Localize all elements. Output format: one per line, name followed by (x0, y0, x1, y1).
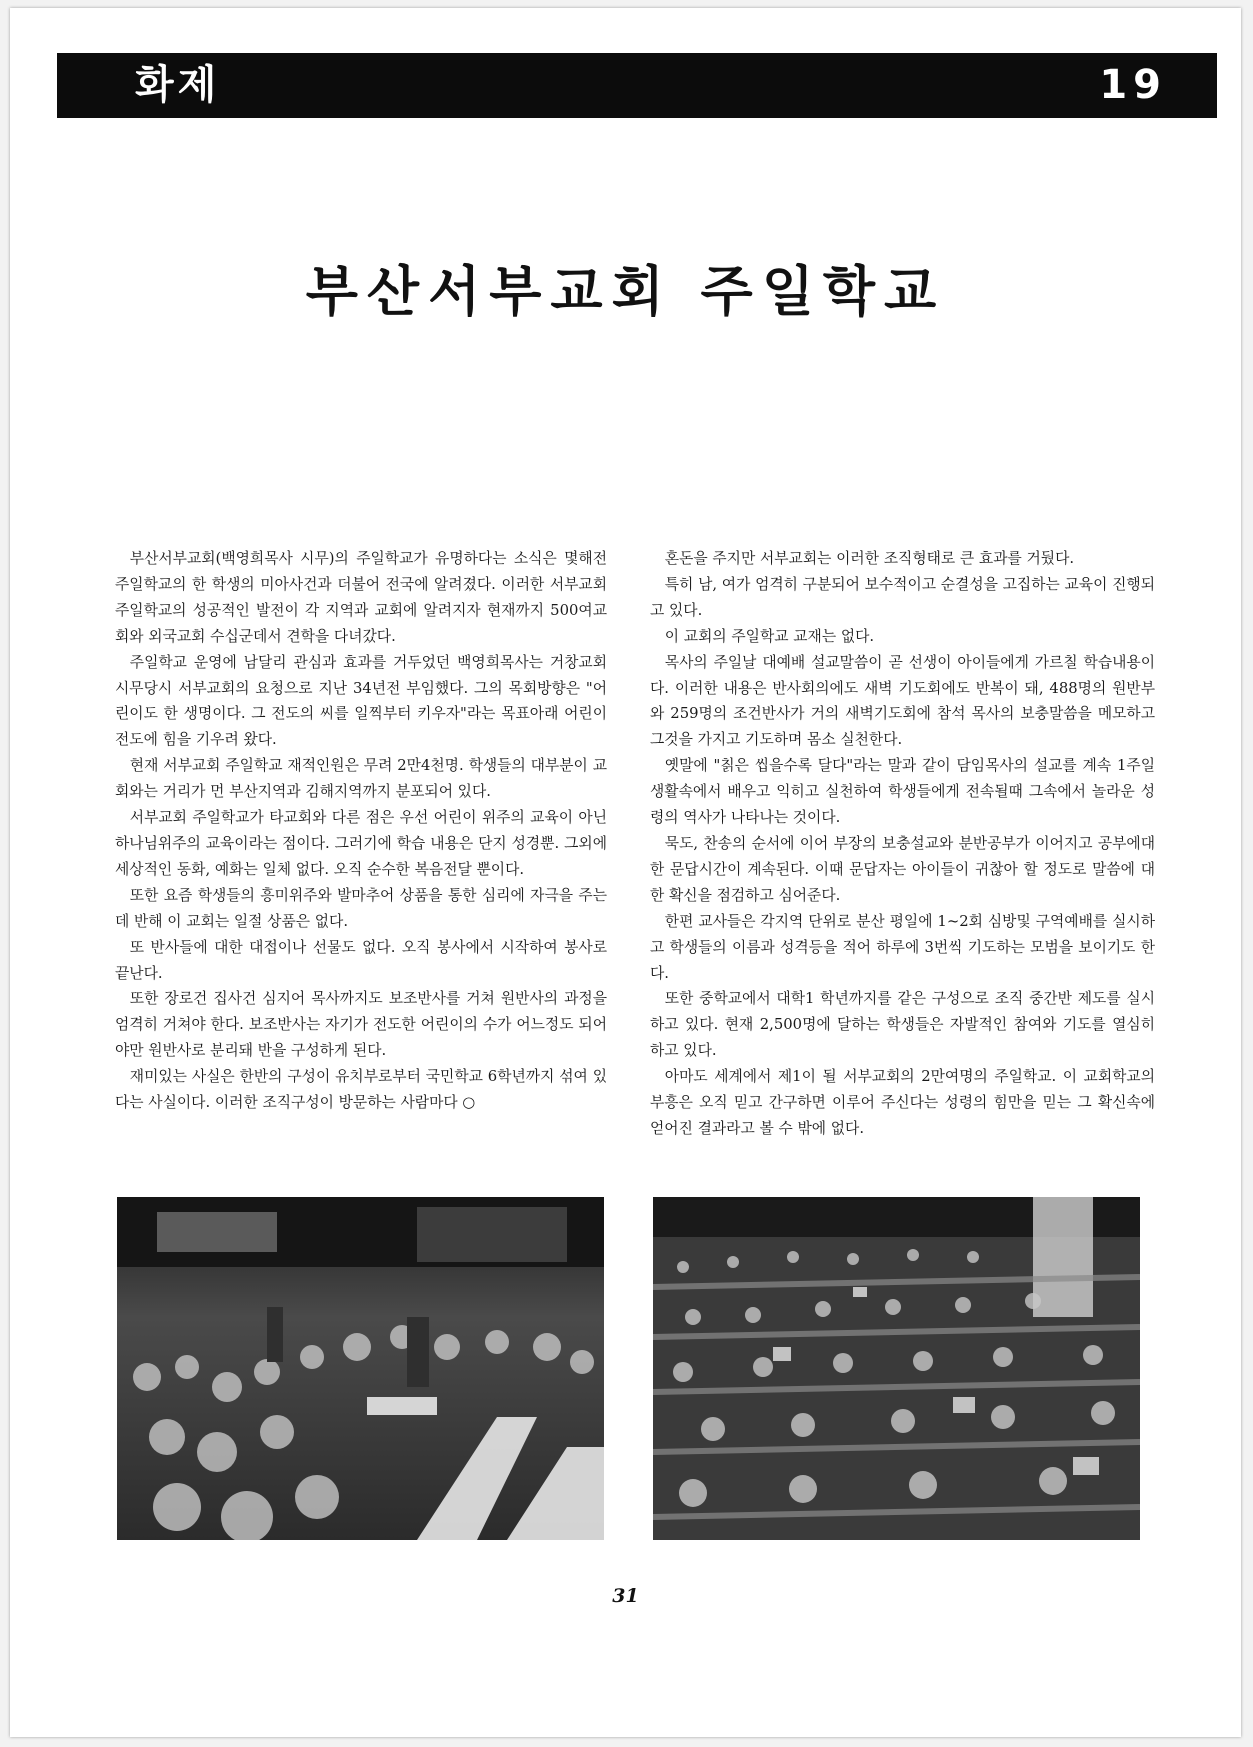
paragraph: 서부교회 주일학교가 타교회와 다른 점은 우선 어린이 위주의 교육이 아닌 하나님위주의 교육이라는 점이다. 그러기에 학습 내용은 단지 성경뿐. 그외에 세상적인 동화, 예화는 일체 없다. 오직 순수한 복음전달 뿐이다. (115, 809, 607, 878)
paragraph: 또한 중학교에서 대학1 학년까지를 같은 구성으로 조직 중간반 제도를 실시하고 있다. 현재 2,500명에 달하는 학생들은 자발적인 참여와 기도를 열심히 하고 있다. (650, 990, 1155, 1060)
paragraph: 목사의 주일날 대예배 설교말씀이 곧 선생이 아이들에게 가르칠 학습내용이다. 이러한 내용은 반사회의에도 새벽 기도회에도 반복이 돼, 488명의 원반부와 259명의 조건반사가 거의 새벽기도회에 참석 목사의 보충말씀을 메모하고 그것을 가지고 기도하며 몸소 실천한다. (650, 653, 1155, 749)
paragraph: 특히 남, 여가 엄격히 구분되어 보수적이고 순결성을 고집하는 교육이 진행되고 있다. (650, 575, 1155, 619)
paragraph: 또한 장로건 집사건 심지어 목사까지도 보조반사를 거쳐 원반사의 과정을 엄격히 거쳐야 한다. 보조반사는 자기가 전도한 어린이의 수가 어느정도 되어야만 원반사로 분리돼 반을 구성하게 된다. (115, 990, 607, 1060)
photo-placeholder (653, 1197, 1140, 1540)
paragraph: 또 반사들에 대한 대접이나 선물도 없다. 오직 봉사에서 시작하여 봉사로 끝난다. (115, 938, 607, 982)
paragraph: 재미있는 사실은 한반의 구성이 유치부로부터 국민학교 6학년까지 섞여 있다는 사실이다. 이러한 조직구성이 방문하는 사람마다 ○ (115, 1068, 607, 1112)
magazine-page (10, 8, 1241, 1737)
header-page-number: 19 (1099, 62, 1167, 108)
article-headline: 부산서부교회 주일학교 (305, 259, 946, 324)
paragraph: 묵도, 찬송의 순서에 이어 부장의 보충설교와 분반공부가 이어지고 공부에대한 문답시간이 계속된다. 이때 문답자는 아이들이 귀찮아 할 정도로 말씀에 대한 확신을 점검하고 심어준다. (650, 834, 1155, 904)
photo-placeholder (117, 1197, 604, 1540)
article-right-column (650, 546, 1155, 1142)
photo-sunday-school-children (117, 1197, 604, 1540)
paragraph: 부산서부교회(백영희목사 시무)의 주일학교가 유명하다는 소식은 몇해전 주일학교의 한 학생의 미아사건과 더불어 전국에 알려졌다. 이러한 서부교회 주일학교의 성공적인 발전이 각 지역과 교회에 알려지자 현재까지 500여교회와 외국교회 수십군데서 견학을 다녀갔다. (115, 550, 607, 645)
paragraph: 혼돈을 주지만 서부교회는 이러한 조직형태로 큰 효과를 거뒀다. (664, 550, 1075, 567)
paragraph: 현재 서부교회 주일학교 재적인원은 무려 2만4천명. 학생들의 대부분이 교회와는 거리가 먼 부산지역과 김해지역까지 분포되어 있다. (115, 757, 607, 801)
paragraph: 옛말에 "칡은 씹을수록 달다"라는 말과 같이 담임목사의 설교를 계속 1주일 생활속에서 배우고 익히고 실천하여 학생들에게 전속될때 그속에서 놀라운 성령의 역사가 나타나는 것이다. (650, 757, 1155, 827)
paragraph: 아마도 세계에서 제1이 될 서부교회의 2만여명의 주일학교. 이 교회학교의 부흥은 오직 믿고 간구하면 이루어 주신다는 성령의 힘만을 믿는 그 확신속에 얻어진 결과라고 볼 수 밖에 없다. (650, 1068, 1155, 1137)
paragraph: 또한 요즘 학생들의 흥미위주와 발마추어 상품을 통한 심리에 자극을 주는데 반해 이 교회는 일절 상품은 없다. (115, 886, 607, 930)
photo-crowded-sanctuary-pews (653, 1197, 1140, 1540)
article-left-column (115, 546, 607, 1116)
paragraph: 한편 교사들은 각지역 단위로 분산 평일에 1~2회 심방및 구역예배를 실시하고 학생들의 이름과 성격등을 적어 하루에 3번씩 기도하는 모범을 보이기도 한다. (650, 912, 1155, 982)
section-label: 화제 (135, 62, 221, 108)
paragraph: 이 교회의 주일학교 교재는 없다. (664, 627, 875, 645)
section-header-bar (57, 53, 1217, 118)
paragraph: 주일학교 운영에 남달리 관심과 효과를 거두었던 백영희목사는 거창교회 시무당시 서부교회의 요청으로 지난 34년전 부임했다. 그의 목회방향은 "어린이도 한 생명이다. 그 전도의 씨를 일찍부터 키우자"라는 목표아래 어린이 전도에 힘을 기우려 왔다. (115, 653, 607, 749)
page-folio-number: 31 (612, 1585, 639, 1607)
